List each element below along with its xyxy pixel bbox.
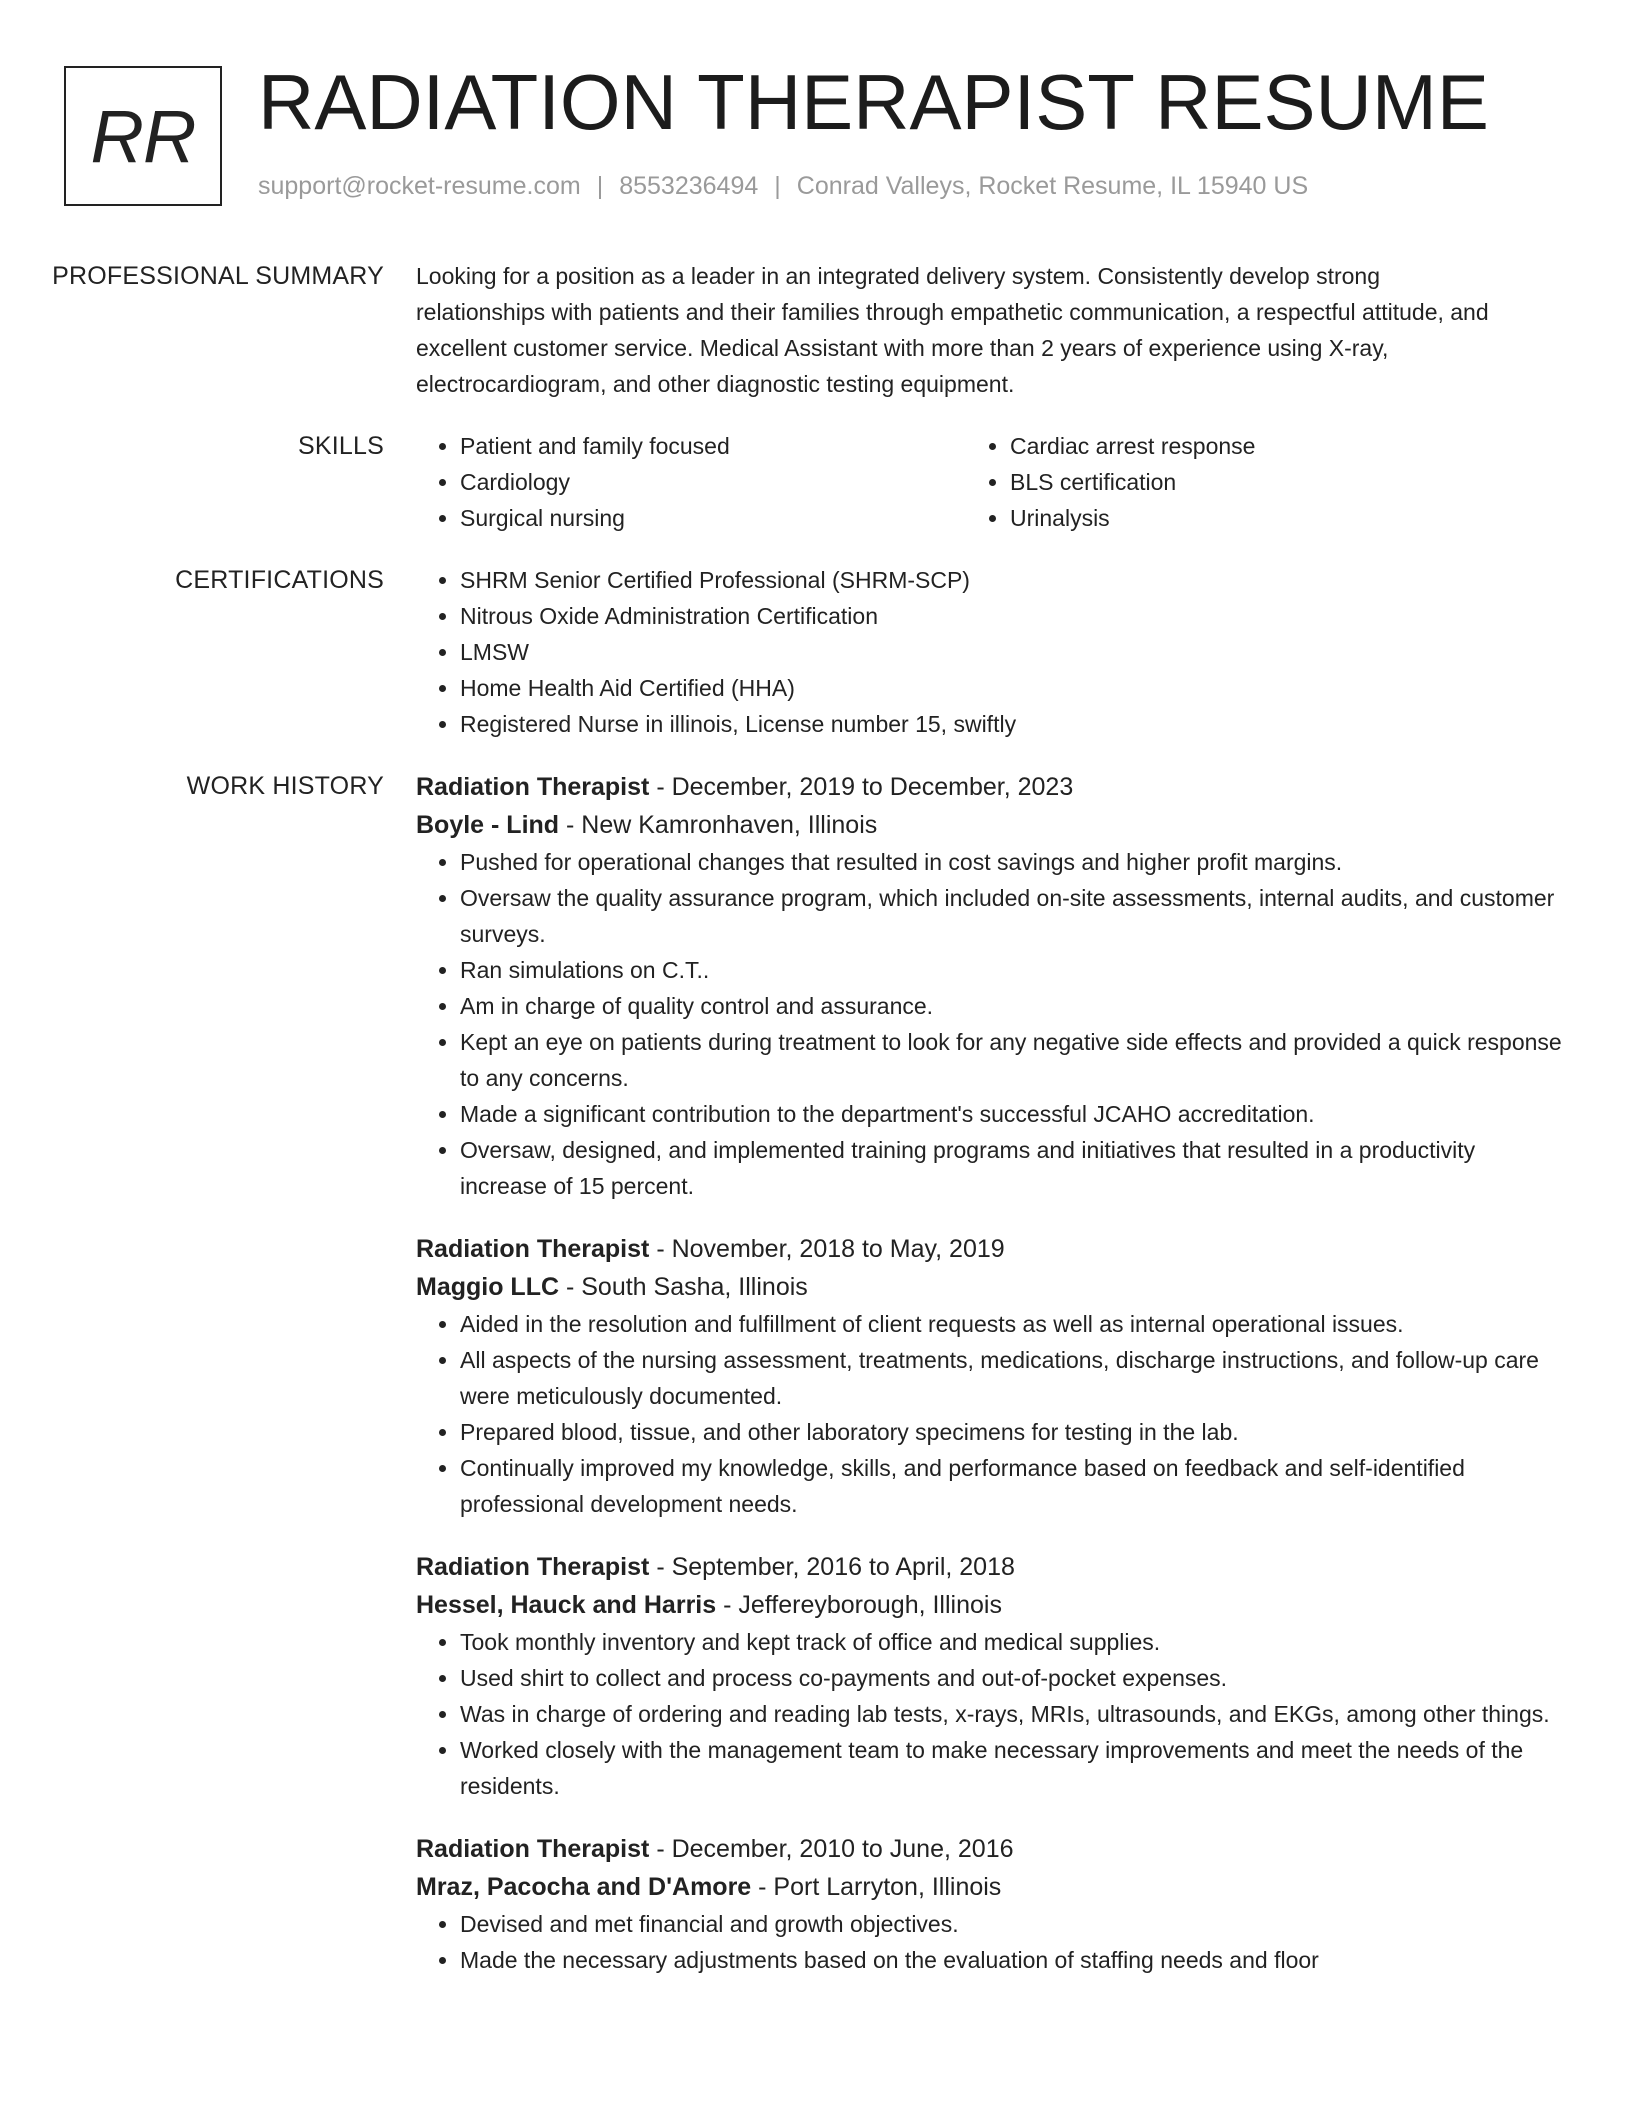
contact-address: Conrad Valleys, Rocket Resume, IL 15940 US [796,172,1309,200]
job-bullets [416,1624,1566,1804]
job-role: Radiation Therapist [416,773,650,801]
monogram-logo: RR [64,66,222,206]
skills-column-right [966,428,1516,536]
job-bullet: • Pushed for operational changes that resulted in cost savings and higher profit margins. [460,844,1566,880]
skills-column-left [416,428,966,536]
certification-item: • LMSW [460,634,1566,670]
contact-separator: | [596,172,604,200]
skills-list [966,428,1516,536]
job-role: Radiation Therapist [416,1235,650,1263]
job-role-line [416,768,1566,806]
job-bullets [416,844,1566,1204]
job-location: - Jeffereyborough, Illinois [716,1591,1002,1619]
job-entry [416,1230,1566,1522]
skill-item: • Urinalysis [1010,500,1516,536]
skill-item: • Cardiology [460,464,966,500]
section-title: SKILLS [298,432,384,460]
job-bullet: • Worked closely with the management team to make necessary improvements and meet the needs of the residents. [460,1732,1566,1804]
job-bullet: • Continually improved my knowledge, skills, and performance based on feedback and self-identified professional development needs. [460,1450,1566,1522]
resume-title: RADIATION THERAPIST RESUME [258,58,1489,146]
job-role: Radiation Therapist [416,1553,650,1581]
job-role: Radiation Therapist [416,1835,650,1863]
section-title: PROFESSIONAL SUMMARY [52,262,384,290]
section-body [416,562,1566,742]
section-certifications [0,562,1632,742]
section-professional-summary [0,258,1632,402]
skill-item: • Surgical nursing [460,500,966,536]
job-bullet: • Made a significant contribution to the department's successful JCAHO accreditation. [460,1096,1566,1132]
job-bullet: • Kept an eye on patients during treatment to look for any negative side effects and provided a quick response to any concerns. [460,1024,1566,1096]
section-body [416,258,1566,402]
resume-content [0,258,1632,2030]
certification-item: • Registered Nurse in illinois, License number 15, swiftly [460,706,1566,742]
job-location: - South Sasha, Illinois [559,1273,808,1301]
skill-item: • Patient and family focused [460,428,966,464]
job-role-line [416,1548,1566,1586]
section-title: WORK HISTORY [186,772,384,800]
contact-phone[interactable]: 8553236494 [619,172,759,200]
summary-text: Looking for a position as a leader in an integrated delivery system. Consistently develop strong relationships with patients and their families through empathetic communication, a respectful attitude, and excellent customer service. Medical Assistant with more than 2 years of experience using X-ray, electrocardiogram, and other diagnostic testing equipment. [416,263,1489,397]
job-company: Mraz, Pacocha and D'Amore [416,1873,752,1901]
certification-item: • Home Health Aid Certified (HHA) [460,670,1566,706]
job-entry [416,1548,1566,1804]
job-bullet: • Oversaw, designed, and implemented training programs and initiatives that resulted in a productivity increase of 15 percent. [460,1132,1566,1204]
job-bullet: • Devised and met financial and growth objectives. [460,1906,1566,1942]
job-dates: - December, 2010 to June, 2016 [649,1835,1014,1863]
skills-list [416,428,966,536]
skills-grid [416,428,1566,536]
job-bullets [416,1306,1566,1522]
skill-item: • BLS certification [1010,464,1516,500]
job-bullet: • Ran simulations on C.T.. [460,952,1566,988]
contact-line [258,172,1308,201]
job-dates: - November, 2018 to May, 2019 [649,1235,1005,1263]
job-company-line [416,1586,1566,1624]
section-body [416,428,1566,536]
job-entry [416,1830,1566,1978]
certifications-list [416,562,1566,742]
section-work-history [0,768,1632,2004]
job-bullet: • Used shirt to collect and process co-payments and out-of-pocket expenses. [460,1660,1566,1696]
job-role-line [416,1830,1566,1868]
job-bullet: • Was in charge of ordering and reading lab tests, x-rays, MRIs, ultrasounds, and EKGs, among other things. [460,1696,1566,1732]
job-entry [416,768,1566,1204]
job-company: Boyle - Lind [416,811,560,839]
section-body [416,768,1566,2004]
section-title: CERTIFICATIONS [175,566,384,594]
job-role-line [416,1230,1566,1268]
job-bullet: • All aspects of the nursing assessment, treatments, medications, discharge instructions, and follow-up care were meticulously documented. [460,1342,1566,1414]
certification-item: • SHRM Senior Certified Professional (SHRM-SCP) [460,562,1566,598]
job-bullets [416,1906,1566,1978]
certification-item: • Nitrous Oxide Administration Certification [460,598,1566,634]
job-dates: - December, 2019 to December, 2023 [649,773,1074,801]
job-location: - New Kamronhaven, Illinois [559,811,878,839]
job-location: - Port Larryton, Illinois [751,1873,1002,1901]
job-company-line [416,1868,1566,1906]
job-bullet: • Prepared blood, tissue, and other laboratory specimens for testing in the lab. [460,1414,1566,1450]
job-company: Hessel, Hauck and Harris [416,1591,717,1619]
job-company-line [416,806,1566,844]
section-skills [0,428,1632,536]
contact-email[interactable]: support@rocket-resume.com [258,172,581,200]
job-bullet: • Took monthly inventory and kept track of office and medical supplies. [460,1624,1566,1660]
job-bullet: • Made the necessary adjustments based on the evaluation of staffing needs and floor [460,1942,1566,1978]
job-bullet: • Aided in the resolution and fulfillment of client requests as well as internal operational issues. [460,1306,1566,1342]
job-company-line [416,1268,1566,1306]
job-company: Maggio LLC [416,1273,560,1301]
job-bullet: • Oversaw the quality assurance program, which included on-site assessments, internal audits, and customer surveys. [460,880,1566,952]
skill-item: • Cardiac arrest response [1010,428,1516,464]
contact-separator: | [774,172,781,200]
job-dates: - September, 2016 to April, 2018 [649,1553,1015,1581]
job-bullet: • Am in charge of quality control and assurance. [460,988,1566,1024]
